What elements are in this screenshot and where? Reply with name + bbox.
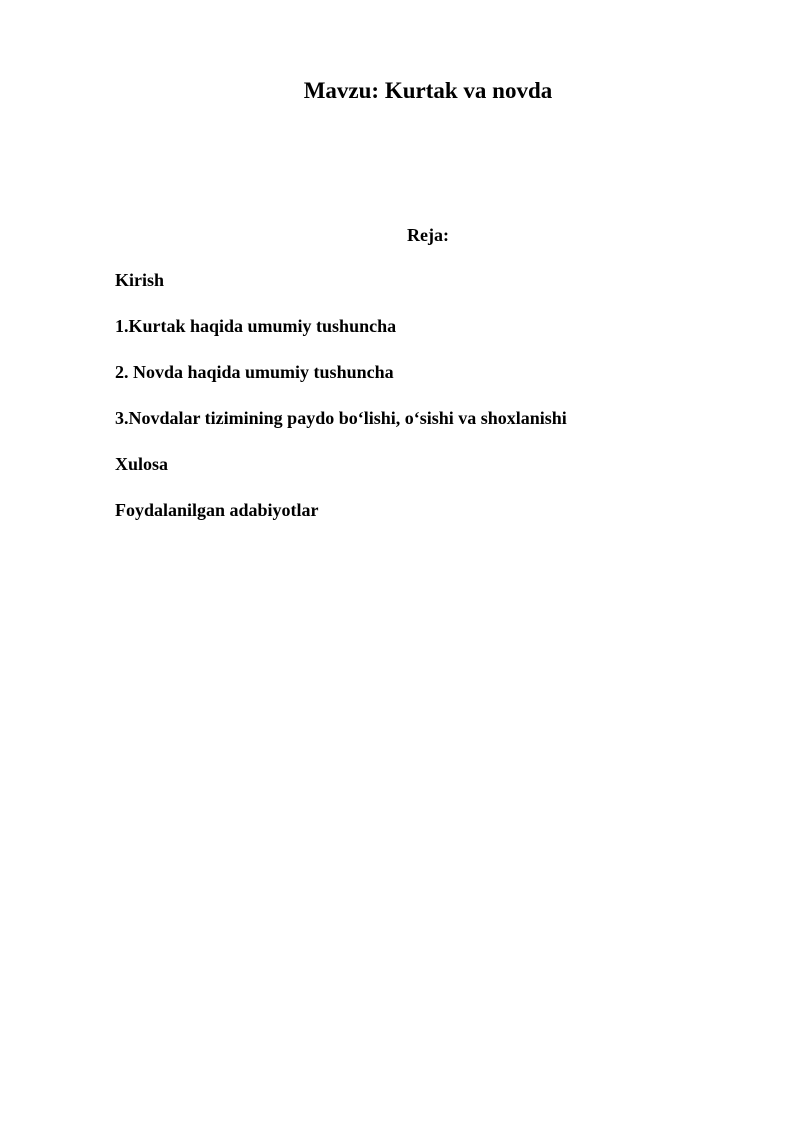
document-title: Mavzu: Kurtak va novda <box>303 78 553 103</box>
plan-item-shoot-system: 3.Novdalar tizimining paydo bo‘lishi, o‘sishi va shoxlanishi <box>115 408 567 428</box>
plan-item-shoot-overview: 2. Novda haqida umumiy tushuncha <box>115 362 394 382</box>
plan-item-bud-overview: 1.Kurtak haqida umumiy tushuncha <box>115 316 397 336</box>
plan-list <box>115 268 567 544</box>
plan-item-conclusion: Xulosa <box>115 454 169 474</box>
plan-heading: Reja: <box>407 225 449 245</box>
plan-item-introduction: Kirish <box>115 270 165 290</box>
plan-item-references: Foydalanilgan adabiyotlar <box>115 500 319 520</box>
